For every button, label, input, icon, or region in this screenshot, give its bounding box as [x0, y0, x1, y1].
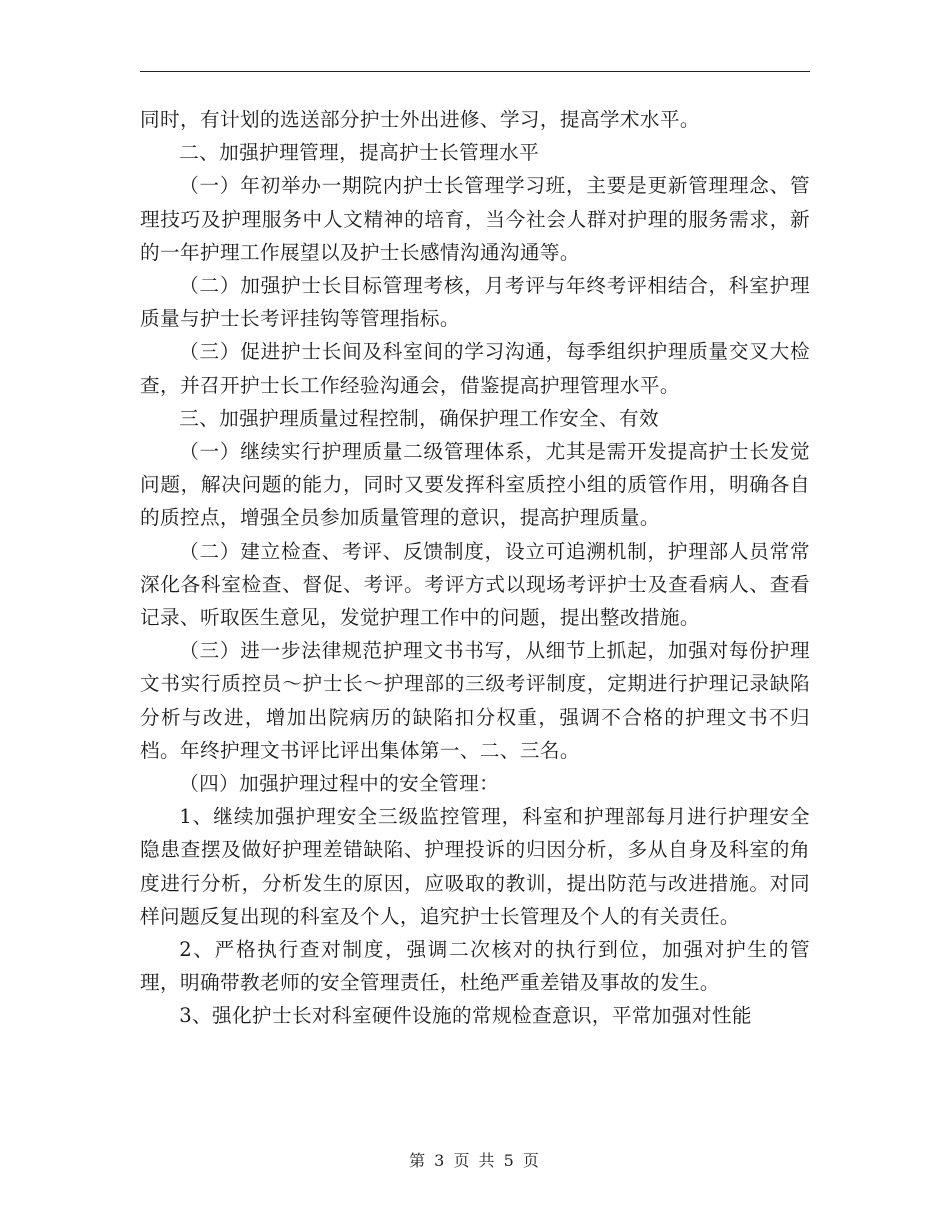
paragraph: （一）年初举办一期院内护士长管理学习班，主要是更新管理理念、管理技巧及护理服务中人文精神的培育，当今社会人群对护理的服务需求，新的一年护理工作展望以及护士长感情沟通沟通等。	[140, 174, 810, 264]
paragraph: （三）进一步法律规范护理文书书写，从细节上抓起，加强对每份护理文书实行质控员～护士长～护理部的三级考评制度，定期进行护理记录缺陷分析与改进，增加出院病历的缺陷扣分权重，强调不合格的护理文书不归档。年终护理文书评比评出集体第一、二、三名。	[140, 639, 810, 762]
section-heading: 二、加强护理管理，提高护士长管理水平	[179, 141, 540, 165]
paragraph: 同时，有计划的选送部分护士外出进修、学习，提高学术水平。	[140, 108, 700, 131]
paragraph: 2、严格执行查对制度，强调二次核对的执行到位，加强对护生的管理，明确带教老师的安全管理责任，杜绝严重差错及事故的发生。	[140, 938, 810, 995]
paragraph: 3、强化护士长对科室硬件设施的常规检查意识，平常加强对性能	[179, 1004, 752, 1028]
subsection-heading: （四）加强护理过程中的安全管理：	[179, 772, 500, 796]
header-rule	[140, 71, 810, 72]
paragraph: （一）继续实行护理质量二级管理体系，尤其是需开发提高护士长发觉问题，解决问题的能力，同时又要发挥科室质控小组的质管作用，明确各自的质控点，增强全员参加质量管理的意识，提高护理质量。	[140, 440, 810, 530]
page-number-footer: 第 3 页 共 5 页	[409, 1151, 541, 1170]
paragraph: （二）加强护士长目标管理考核，月考评与年终考评相结合，科室护理质量与护士长考评挂钩等管理指标。	[140, 274, 810, 331]
section-heading: 三、加强护理质量过程控制，确保护理工作安全、有效	[179, 406, 660, 430]
document-body	[140, 103, 810, 1033]
paragraph: 1、继续加强护理安全三级监控管理，科室和护理部每月进行护理安全隐患查摆及做好护理差错缺陷、护理投诉的归因分析，多从自身及科室的角度进行分析，分析发生的原因，应吸取的教训，提出防范与改进措施。对同样问题反复出现的科室及个人，追究护士长管理及个人的有关责任。	[140, 805, 810, 928]
paragraph: （三）促进护士长间及科室间的学习沟通，每季组织护理质量交叉大检查，并召开护士长工作经验沟通会，借鉴提高护理管理水平。	[140, 340, 810, 397]
paragraph: （二）建立检查、考评、反馈制度，设立可追溯机制，护理部人员常常深化各科室检查、督促、考评。考评方式以现场考评护士及查看病人、查看记录、听取医生意见，发觉护理工作中的问题，提出整改措施。	[140, 539, 810, 630]
